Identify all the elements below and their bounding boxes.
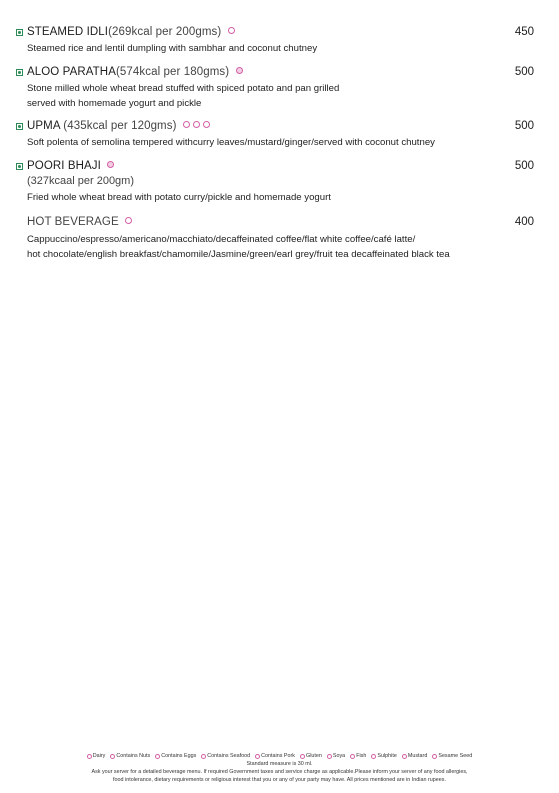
item-description: Soft polenta of semolina tempered withcurry leaves/mustard/ginger/served with coconut chutney: [27, 137, 435, 148]
gluten-icon: [107, 161, 114, 168]
item-name: POORI BHAJI: [27, 160, 101, 172]
nuts-icon: [110, 754, 115, 759]
legend-item: Contains Eggs: [155, 752, 196, 760]
menu-item-aloo-paratha: [16, 66, 536, 109]
item-price: 450: [514, 26, 534, 38]
menu-item-upma: [16, 120, 536, 148]
dairy-icon: [87, 754, 92, 759]
legend-item: Sulphite: [371, 752, 396, 760]
pork-icon: [255, 754, 260, 759]
mustard-icon: [203, 121, 210, 128]
allergen-legend: [0, 752, 559, 760]
legend-item: Contains Pork: [255, 752, 295, 760]
item-price: 400: [514, 216, 534, 228]
item-description: Cappuccino/espresso/americano/macchiato/decaffeinated coffee/flat white coffee/café latte/: [27, 234, 416, 245]
legend-item: Soya: [327, 752, 345, 760]
item-kcal: (574kcal per 180gms): [115, 66, 230, 78]
measure-note: Standard measure is 30 ml.: [246, 761, 313, 767]
item-name: ALOO PARATHA: [27, 66, 116, 78]
item-description: Fried whole wheat bread with potato curry/pickle and homemade yogurt: [27, 192, 331, 203]
gluten-icon: [236, 67, 243, 74]
legend-item: Contains Seafood: [201, 752, 250, 760]
menu-item-steamed-idli: [16, 26, 536, 54]
item-name: STEAMED IDLI: [27, 26, 109, 38]
legend-item: Gluten: [300, 752, 322, 760]
seafood-icon: [201, 754, 206, 759]
legend-item: Mustard: [402, 752, 427, 760]
eggs-icon: [155, 754, 160, 759]
item-price: 500: [514, 160, 534, 172]
veg-mark-icon: [16, 123, 23, 130]
item-kcal: (327kcaal per 200gm): [27, 175, 135, 187]
sesame-icon: [432, 754, 437, 759]
item-price: 500: [514, 66, 534, 78]
veg-mark-icon: [16, 69, 23, 76]
nuts-icon: [193, 121, 200, 128]
item-kcal: (435kcal per 120gms): [63, 120, 177, 132]
item-description: Steamed rice and lentil dumpling with sambhar and coconut chutney: [27, 43, 318, 54]
item-price: 500: [514, 120, 534, 132]
menu-footer: [0, 752, 559, 784]
mustard-icon: [228, 27, 235, 34]
gluten-icon: [300, 754, 305, 759]
notice-line: food intolerance, dietary requirements or religious interest that you or any of your party may have. All prices mentioned are in Indian rupees.: [113, 777, 446, 783]
dairy-icon: [125, 217, 132, 224]
menu-item-hot-beverage: [16, 216, 536, 260]
soya-icon: [327, 754, 332, 759]
legend-item: Fish: [350, 752, 366, 760]
sulphite-icon: [371, 754, 376, 759]
legend-item: Dairy: [87, 752, 106, 760]
item-kcal: (269kcal per 200gms): [108, 26, 222, 38]
veg-mark-icon: [16, 163, 23, 170]
legend-item: Contains Nuts: [110, 752, 150, 760]
item-description: served with homemade yogurt and pickle: [27, 98, 202, 109]
item-name: HOT BEVERAGE: [27, 216, 119, 228]
dairy-icon: [183, 121, 190, 128]
item-description: hot chocolate/english breakfast/chamomile/Jasmine/green/earl grey/fruit tea decaffeinated black tea: [27, 249, 450, 260]
item-description: Stone milled whole wheat bread stuffed with spiced potato and pan grilled: [27, 83, 340, 94]
veg-mark-icon: [16, 29, 23, 36]
menu-item-poori-bhaji: [16, 160, 536, 203]
fish-icon: [350, 754, 355, 759]
notice-line: Ask your server for a detailed beverage menu. If required Government taxes and service charge as applicable.Please inform your server of any food allergies,: [91, 769, 468, 775]
legend-item: Sesame Seed: [432, 752, 472, 760]
item-name: UPMA: [27, 120, 60, 132]
mustard-icon: [402, 754, 407, 759]
